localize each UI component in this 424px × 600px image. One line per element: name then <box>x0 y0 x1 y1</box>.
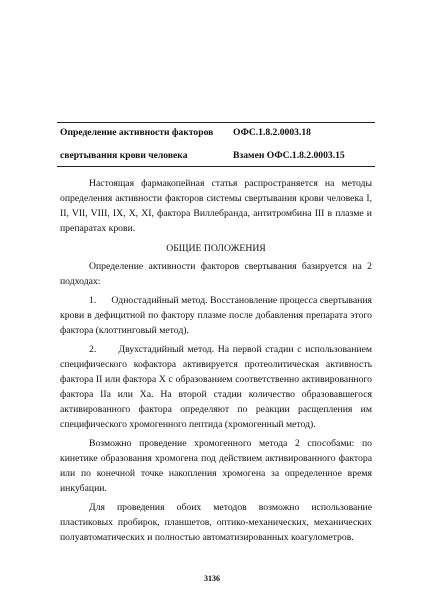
equipment-paragraph: Для проведения обоих методов возможно использование пластиковых пробирок, планшетов, оптико-механических, механических полуавтоматических и полностью автоматизированных коагулометров. <box>60 502 372 543</box>
header-top-rule <box>57 122 375 123</box>
monograph-code-line-1: ОФС.1.8.2.0003.18 <box>233 127 311 138</box>
header-bottom-rule <box>57 166 375 167</box>
document-body <box>60 176 372 545</box>
approaches-intro-paragraph: Определение активности факторов свертывания базируется на 2 подходах: <box>60 261 372 287</box>
page-number: 3136 <box>204 574 220 583</box>
monograph-title-line-1: Определение активности факторов <box>60 127 214 138</box>
list-item-one-stage-method: 1. Одностадийный метод. Восстановление процесса свертывания крови в дефицитной по фактору плазме после добавления препарата этого фактора (клоттинговый метод). <box>60 295 372 336</box>
monograph-title <box>60 127 213 162</box>
monograph-title-line-2: свертывания крови человека <box>60 150 188 161</box>
list-item-two-stage-method: 2. Двухстадийный метод. На первой стадии с использованием специфического кофактора активируется протеолитическая активность фактора II или фактора X с образованием соответственно активированного фактора IIa или Xa. На второй стадии количество образовавшегося активированного фактора определяют по реакции расщепления им специфического хромогенного пептида (хромогенный метод). <box>60 344 372 430</box>
intro-paragraph: Настоящая фармакопейная статья распространяется на методы определения активности факторов системы свертывания крови человека I, II, VII, VIII, IX, X, XI, фактора Виллебранда, антитромбина III в плазме и препаратах крови. <box>60 178 372 234</box>
monograph-code <box>233 127 345 162</box>
section-title: ОБЩИЕ ПОЛОЖЕНИЯ <box>166 243 266 254</box>
chromogenic-method-paragraph: Возможно проведение хромогенного метода 2 способами: по кинетике образования хромогена под действием активированного фактора или по конечной точке накопления хромогена за определенное время инкубации. <box>60 438 372 494</box>
monograph-replaces-line: Взамен ОФС.1.8.2.0003.15 <box>233 150 345 161</box>
